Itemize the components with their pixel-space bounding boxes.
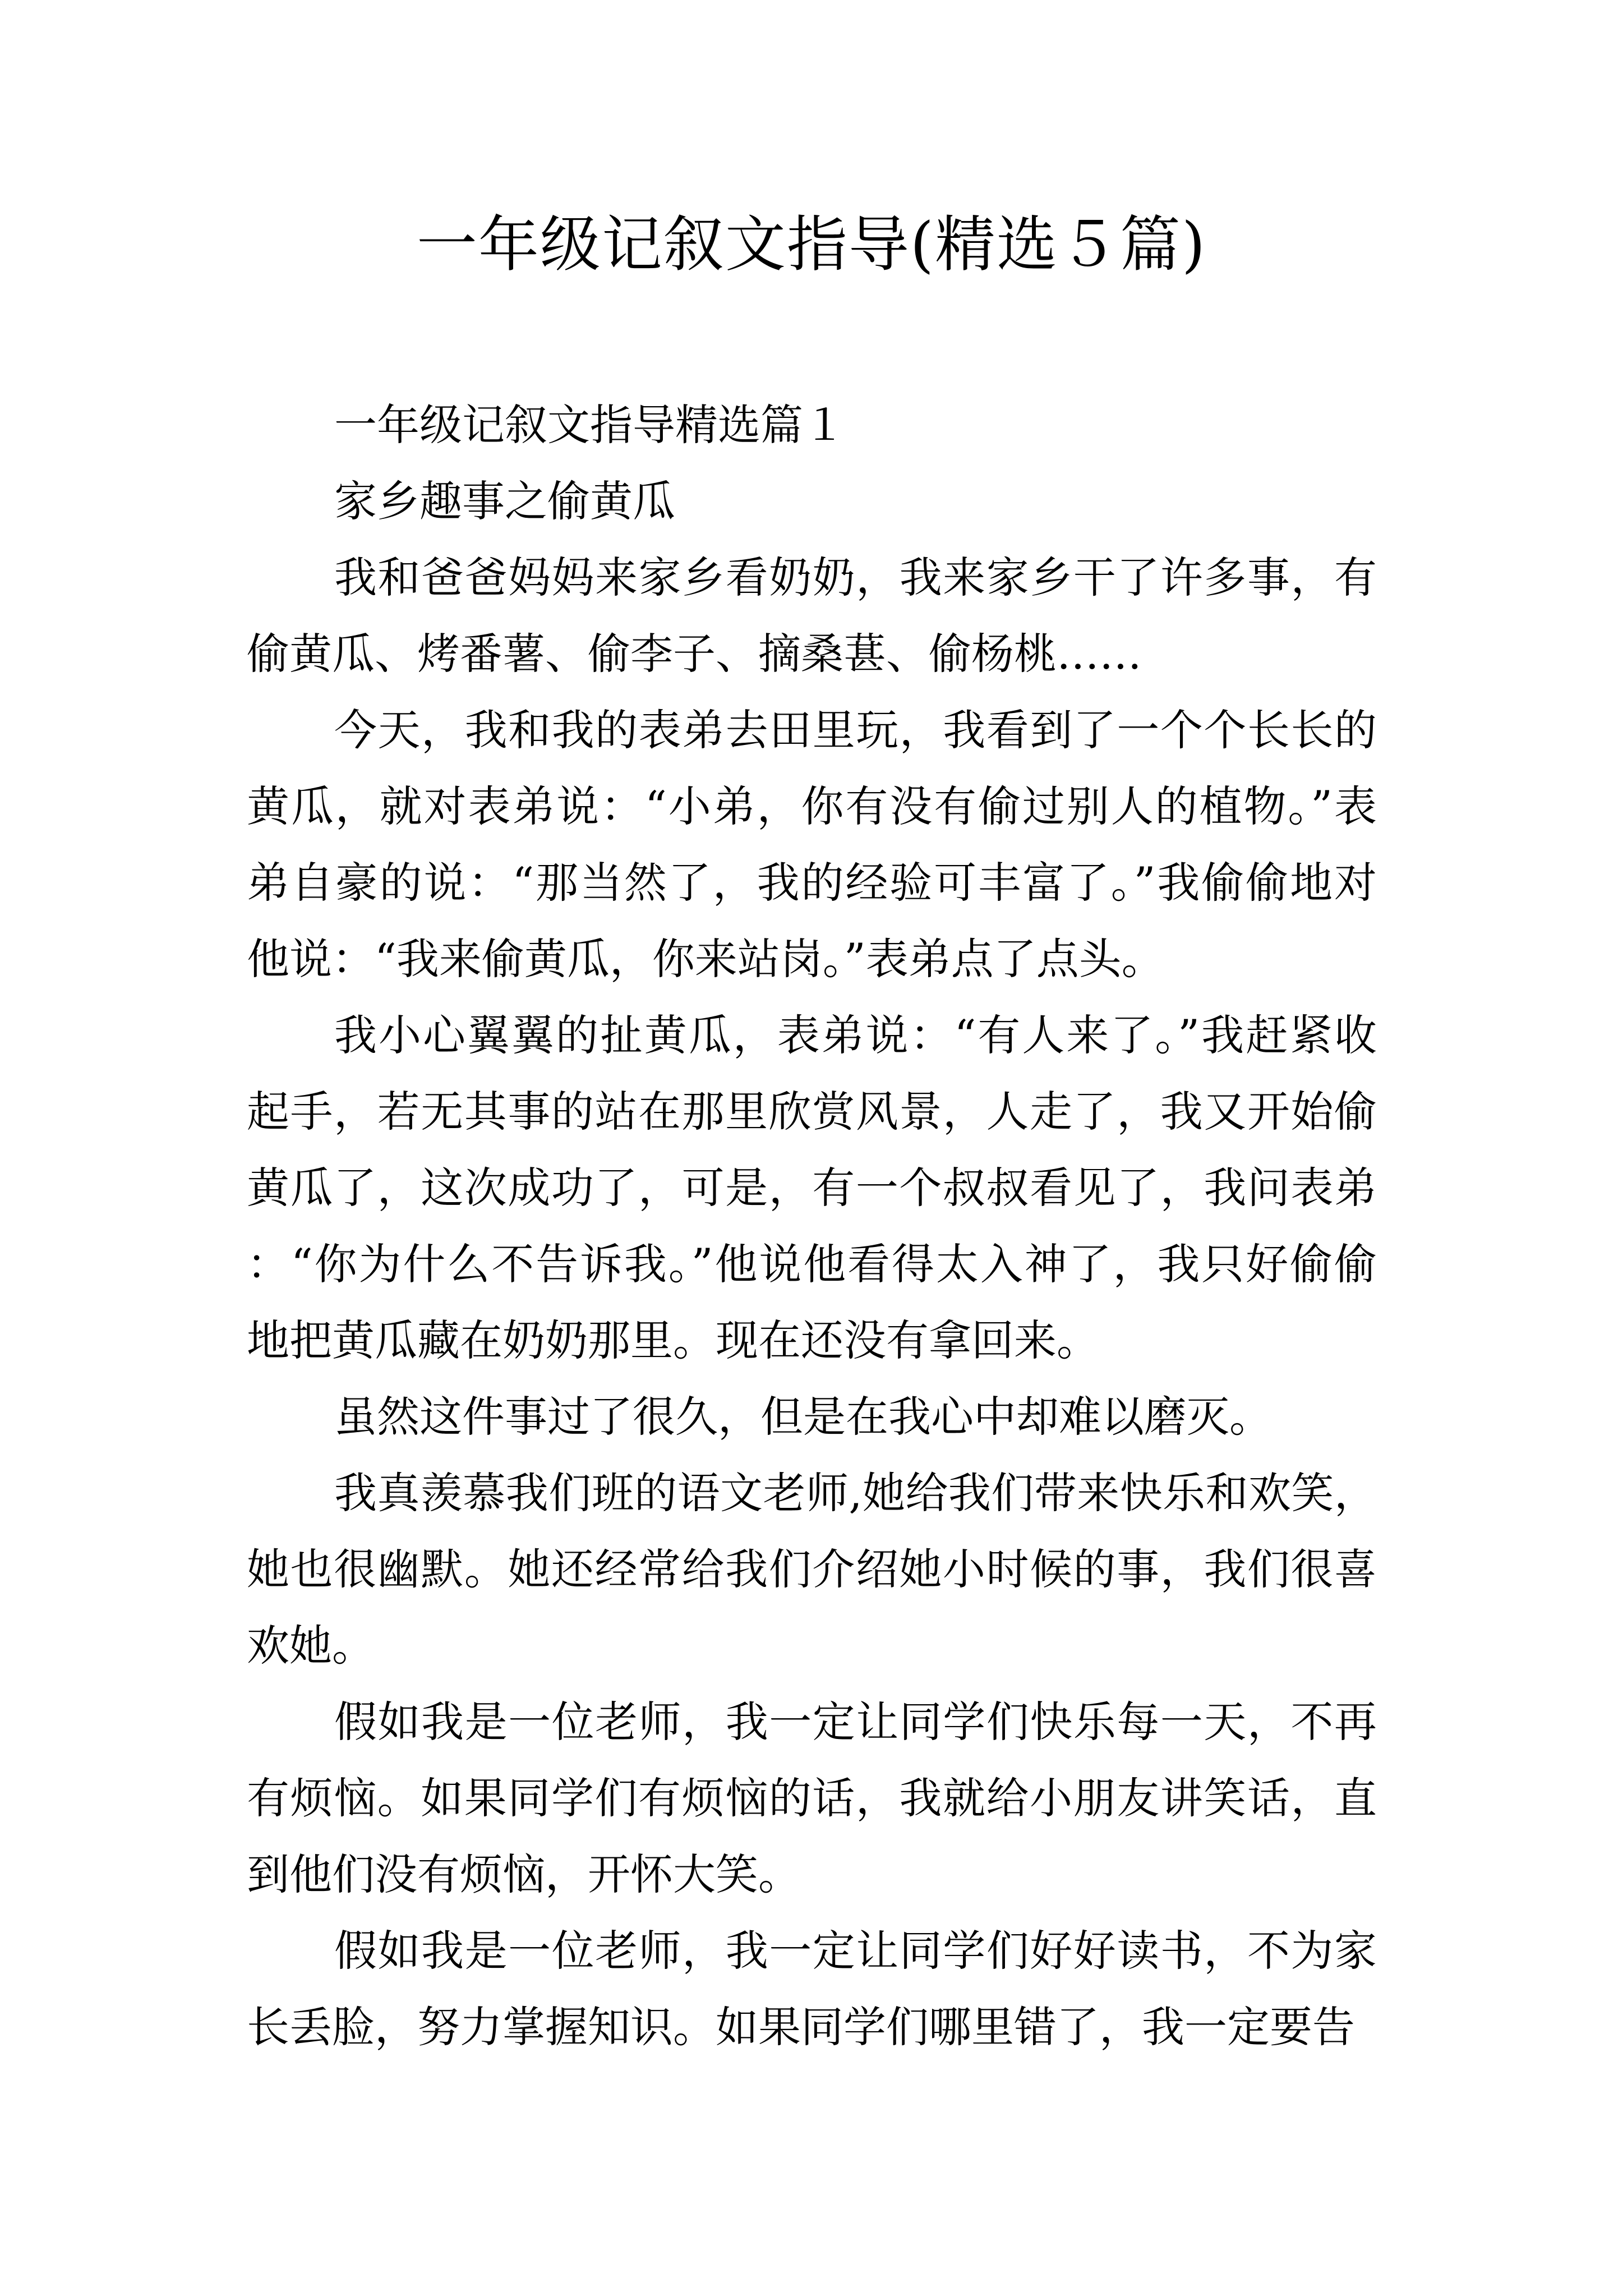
body-paragraph: 假如我是一位老师，我一定让同学们好好读书，不为家长丢脸，努力掌握知识。如果同学们哪里错了，我一定要告 xyxy=(247,1926,1377,2052)
essay-title: 家乡趣事之偷黄瓜 xyxy=(334,476,675,526)
body-paragraph: 虽然这件事过了很久，但是在我心中却难以磨灭。 xyxy=(334,1392,1272,1442)
body-paragraph: 假如我是一位老师，我一定让同学们快乐每一天，不再有烦恼。如果同学们有烦恼的话，我就给小朋友讲笑话，直到他们没有烦恼，开怀大笑。 xyxy=(247,1697,1377,1899)
body-paragraph: 我小心翼翼的扯黄瓜，表弟说：“有人来了。”我赶紧收起手，若无其事的站在那里欣赏风景，人走了，我又开始偷黄瓜了，这次成功了，可是，有一个叔叔看见了，我问表弟：“你为什么不告诉我。”他说他看得太入神了，我只好偷偷地把黄瓜藏在奶奶那里。现在还没有拿回来。 xyxy=(247,1010,1377,1365)
document-title: 一年级记叙文指导(精选５篇) xyxy=(416,210,1207,280)
body-paragraph: 我真羡慕我们班的语文老师,她给我们带来快乐和欢笑，她也很幽默。她还经常给我们介绍她小时候的事，我们很喜欢她。 xyxy=(247,1468,1377,1671)
body-paragraph: 我和爸爸妈妈来家乡看奶奶，我来家乡干了许多事，有偷黄瓜、烤番薯、偷李子、摘桑葚、偷杨桃…… xyxy=(247,553,1377,679)
document-body xyxy=(247,387,1377,2065)
body-paragraph: 今天，我和我的表弟去田里玩，我看到了一个个长长的黄瓜，就对表弟说：“小弟，你有没有偷过别人的植物。”表弟自豪的说：“那当然了，我的经验可丰富了。”我偷偷地对他说：“我来偷黄瓜，你来站岗。”表弟点了点头。 xyxy=(247,705,1377,984)
section-heading: 一年级记叙文指导精选篇１ xyxy=(334,400,846,450)
